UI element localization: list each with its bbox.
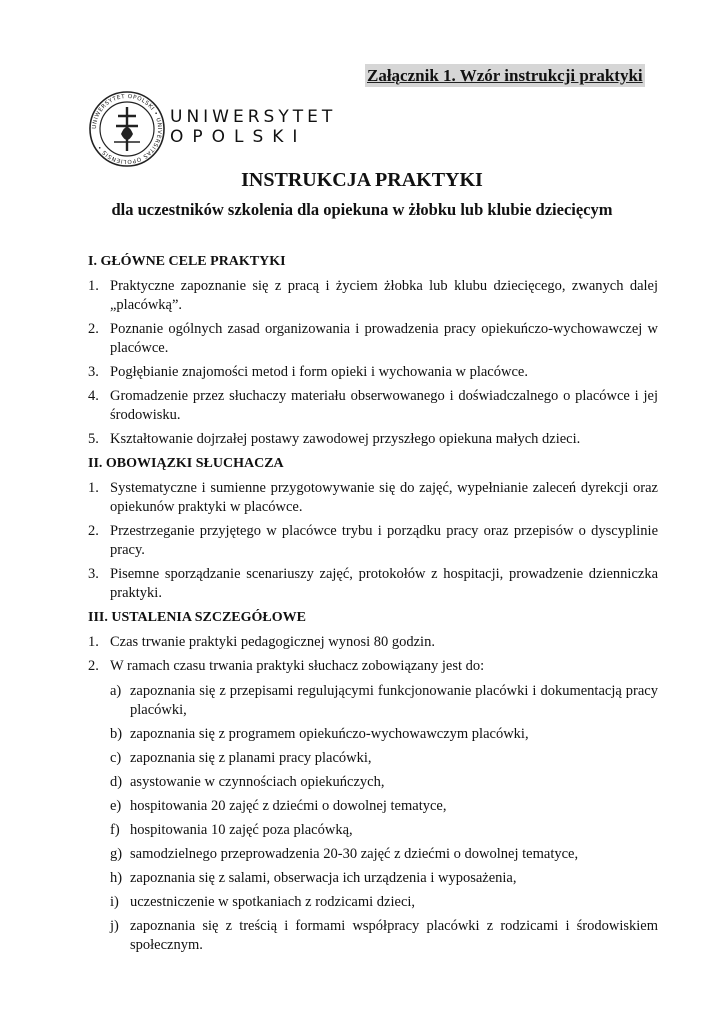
sub-list-text: zapoznania się z programem opiekuńczo-wychowawczym placówki, xyxy=(130,726,529,742)
list-number: 4. xyxy=(88,388,99,404)
sub-list-text: zapoznania się z treścią i formami współpracy placówki z rodzicami i środowiskiem społecznym. xyxy=(130,918,658,953)
list-text: Systematyczne i sumienne przygotowywanie się do zajęć, wypełnianie zaleceń dyrekcji oraz opiekunów praktyki w placówce. xyxy=(110,480,658,515)
document-title: INSTRUKCJA PRAKTYKI xyxy=(241,169,483,191)
sub-list-letter: b) xyxy=(110,726,123,742)
sub-list-letter: i) xyxy=(110,894,119,910)
sub-list-item xyxy=(110,893,658,912)
list-number: 3. xyxy=(88,566,99,582)
document-subtitle: dla uczestników szkolenia dla opiekuna w żłobku lub klubie dziecięcym xyxy=(111,200,613,219)
sub-list-letter: c) xyxy=(110,750,122,766)
list-number: 2. xyxy=(88,321,99,337)
list-text: Pogłębianie znajomości metod i form opieki i wychowania w placówce. xyxy=(110,364,528,380)
section-heading: II. OBOWIĄZKI SŁUCHACZA xyxy=(88,456,284,471)
list-item xyxy=(88,277,658,315)
sub-list-letter: g) xyxy=(110,846,123,862)
list-text: Pisemne sporządzanie scenariuszy zajęć, protokołów z hospitacji, prowadzenie dzienniczka praktyki. xyxy=(110,566,658,601)
sub-list-item xyxy=(110,749,658,768)
list-number: 2. xyxy=(88,523,99,539)
sub-list-item xyxy=(110,845,658,864)
list-number: 2. xyxy=(88,658,99,674)
sub-list-text: zapoznania się z salami, obserwacja ich urządzenia i wyposażenia, xyxy=(130,870,517,886)
logo-text-line1: UNIWERSYTET xyxy=(170,107,337,127)
svg-text:UNIWERSYTET OPOLSKI • UNIVERSI: UNIWERSYTET OPOLSKI • UNIVERSITAS OPOLIENSIS • xyxy=(91,93,163,165)
sub-list-text: uczestniczenie w spotkaniach z rodzicami dzieci, xyxy=(130,894,416,910)
list-number: 1. xyxy=(88,634,99,650)
list-item xyxy=(88,387,658,425)
list-text: Poznanie ogólnych zasad organizowania i prowadzenia pracy opiekuńczo-wychowawczej w placówce. xyxy=(110,321,658,356)
sub-list-text: zapoznania się z przepisami regulującymi funkcjonowanie placówki i dokumentacją pracy placówki, xyxy=(130,683,658,718)
sub-list-letter: e) xyxy=(110,798,122,814)
list-text: Praktyczne zapoznanie się z pracą i życiem żłobka lub klubu dziecięcego, zwanych dalej „placówką”. xyxy=(110,278,658,313)
list-text: Czas trwanie praktyki pedagogicznej wynosi 80 godzin. xyxy=(110,634,435,650)
list-item xyxy=(88,430,658,449)
list-text: Przestrzeganie przyjętego w placówce trybu i porządku pracy oraz przepisów o dyscyplinie pracy. xyxy=(110,523,658,558)
list-number: 1. xyxy=(88,480,99,496)
logo-text-line2: OPOLSKI xyxy=(170,127,307,147)
list-item xyxy=(88,363,658,382)
list-item xyxy=(88,320,658,358)
university-logo xyxy=(88,90,337,170)
list-text: W ramach czasu trwania praktyki słuchacz zobowiązany jest do: xyxy=(110,658,485,674)
list-item xyxy=(88,522,658,560)
sub-list xyxy=(110,682,658,955)
sub-list-text: hospitowania 10 zajęć poza placówką, xyxy=(130,822,353,838)
list-text: Gromadzenie przez słuchaczy materiału obserwowanego i doświadczalnego o placówce i jej środowisku. xyxy=(110,388,658,423)
list-item xyxy=(88,565,658,603)
sub-list-item xyxy=(110,917,658,955)
sub-list-letter: a) xyxy=(110,683,122,699)
sub-list-letter: d) xyxy=(110,774,123,790)
sub-list-text: samodzielnego przeprowadzenia 20-30 zajęć z dziećmi o dowolnej tematyce, xyxy=(130,846,579,862)
sub-list-letter: f) xyxy=(110,822,120,838)
list-number: 5. xyxy=(88,431,99,447)
document-body xyxy=(88,252,658,960)
sub-list-text: hospitowania 20 zajęć z dziećmi o dowolnej tematyce, xyxy=(130,798,447,814)
sub-list-item xyxy=(110,682,658,720)
section-list xyxy=(88,277,658,449)
list-item xyxy=(88,657,658,955)
list-number: 1. xyxy=(88,278,99,294)
list-item xyxy=(88,633,658,652)
attachment-label: Załącznik 1. Wzór instrukcji praktyki xyxy=(367,66,643,85)
section-heading: III. USTALENIA SZCZEGÓŁOWE xyxy=(88,610,306,625)
sub-list-item xyxy=(110,797,658,816)
sub-list-item xyxy=(110,869,658,888)
section-list xyxy=(88,479,658,603)
section-heading: I. GŁÓWNE CELE PRAKTYKI xyxy=(88,254,286,269)
sub-list-letter: h) xyxy=(110,870,123,886)
list-number: 3. xyxy=(88,364,99,380)
sub-list-item xyxy=(110,725,658,744)
sub-list-text: asystowanie w czynnościach opiekuńczych, xyxy=(130,774,385,790)
sub-list-text: zapoznania się z planami pracy placówki, xyxy=(130,750,372,766)
university-seal-icon xyxy=(88,90,166,168)
sub-list-item xyxy=(110,773,658,792)
sub-list-item xyxy=(110,821,658,840)
section-list xyxy=(88,633,658,955)
sub-list-letter: j) xyxy=(110,918,119,934)
list-text: Kształtowanie dojrzałej postawy zawodowej przyszłego opiekuna małych dzieci. xyxy=(110,431,581,447)
list-item xyxy=(88,479,658,517)
